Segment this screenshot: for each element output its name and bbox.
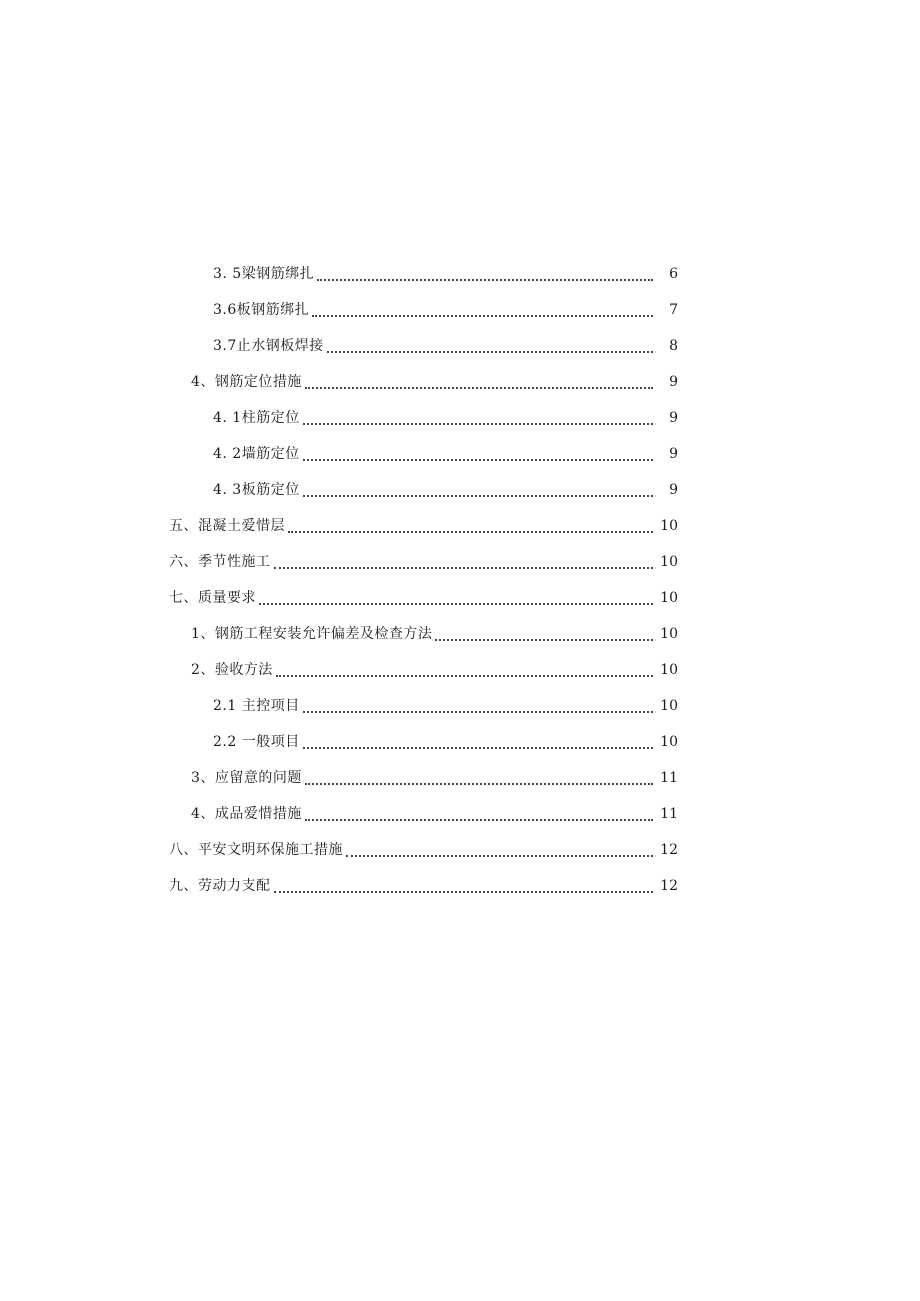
dot-leader xyxy=(317,265,653,281)
toc-entry-title: 2.2 一般项目 xyxy=(213,734,300,750)
toc-entry-page: 10 xyxy=(660,554,678,570)
toc-entry-page: 10 xyxy=(660,698,678,714)
table-of-contents xyxy=(0,256,920,904)
toc-entry-title: 九、劳动力支配 xyxy=(169,878,271,894)
toc-entry-page: 9 xyxy=(669,410,678,426)
toc-entry-section-5[interactable] xyxy=(0,508,920,544)
toc-entry-page: 9 xyxy=(669,374,678,390)
toc-entry-title: 五、混凝土爱惜层 xyxy=(169,518,285,534)
dot-leader xyxy=(435,625,653,641)
dot-leader xyxy=(274,553,654,569)
toc-entry-7-2-2[interactable] xyxy=(0,724,920,760)
dot-leader xyxy=(305,769,653,785)
toc-entry-page: 9 xyxy=(669,446,678,462)
toc-entry-section-9[interactable] xyxy=(0,868,920,904)
dot-leader xyxy=(305,805,653,821)
dot-leader xyxy=(288,517,653,533)
dot-leader xyxy=(303,697,653,713)
toc-entry-section-7[interactable] xyxy=(0,580,920,616)
toc-entry-3-6[interactable] xyxy=(0,292,920,328)
toc-entry-4-3[interactable] xyxy=(0,472,920,508)
toc-entry-3-5[interactable] xyxy=(0,256,920,292)
toc-entry-page: 10 xyxy=(660,626,678,642)
dot-leader xyxy=(303,733,653,749)
toc-entry-page: 9 xyxy=(669,482,678,498)
toc-entry-title: 3、应留意的问题 xyxy=(191,770,302,786)
toc-entry-page: 11 xyxy=(660,806,678,822)
toc-entry-7-1[interactable] xyxy=(0,616,920,652)
toc-entry-title: 八、平安文明环保施工措施 xyxy=(169,842,343,858)
toc-entry-7-2-1[interactable] xyxy=(0,688,920,724)
dot-leader xyxy=(259,589,653,605)
toc-entry-section-8[interactable] xyxy=(0,832,920,868)
toc-entry-page: 10 xyxy=(660,590,678,606)
toc-entry-page: 11 xyxy=(660,770,678,786)
toc-entry-title: 七、质量要求 xyxy=(169,590,256,606)
toc-entry-title: 3.6板钢筋绑扎 xyxy=(213,302,310,318)
toc-entry-title: 2.1 主控项目 xyxy=(213,698,300,714)
toc-entry-title: 3. 5梁钢筋绑扎 xyxy=(213,266,315,282)
toc-entry-page: 12 xyxy=(660,878,678,894)
toc-entry-page: 6 xyxy=(669,266,678,282)
toc-entry-page: 10 xyxy=(660,734,678,750)
toc-entry-section-6[interactable] xyxy=(0,544,920,580)
toc-entry-title: 4. 1柱筋定位 xyxy=(213,410,300,426)
toc-entry-title: 4、成品爱惜措施 xyxy=(191,806,302,822)
toc-entry-4-2[interactable] xyxy=(0,436,920,472)
toc-entry-7-4[interactable] xyxy=(0,796,920,832)
toc-entry-page: 10 xyxy=(660,518,678,534)
toc-entry-page: 10 xyxy=(660,662,678,678)
toc-entry-title: 4. 2墙筋定位 xyxy=(213,446,300,462)
toc-entry-title: 2、验收方法 xyxy=(191,662,273,678)
toc-entry-3-7[interactable] xyxy=(0,328,920,364)
toc-entry-page: 12 xyxy=(660,842,678,858)
toc-entry-title: 六、季节性施工 xyxy=(169,554,271,570)
dot-leader xyxy=(303,481,653,497)
dot-leader xyxy=(346,841,653,857)
toc-entry-4-1[interactable] xyxy=(0,400,920,436)
toc-entry-7-3[interactable] xyxy=(0,760,920,796)
toc-entry-page: 8 xyxy=(669,338,678,354)
dot-leader xyxy=(276,661,653,677)
toc-entry-title: 3.7止水钢板焊接 xyxy=(213,338,324,354)
toc-entry-title: 4. 3板筋定位 xyxy=(213,482,300,498)
toc-entry-7-2[interactable] xyxy=(0,652,920,688)
toc-entry-page: 7 xyxy=(669,302,678,318)
dot-leader xyxy=(327,337,653,353)
toc-entry-title: 4、钢筋定位措施 xyxy=(191,374,302,390)
dot-leader xyxy=(274,877,654,893)
dot-leader xyxy=(312,301,653,317)
toc-entry-title: 1、钢筋工程安装允许偏差及检查方法 xyxy=(191,626,433,642)
dot-leader xyxy=(303,409,653,425)
dot-leader xyxy=(303,445,653,461)
dot-leader xyxy=(305,373,653,389)
toc-entry-4[interactable] xyxy=(0,364,920,400)
